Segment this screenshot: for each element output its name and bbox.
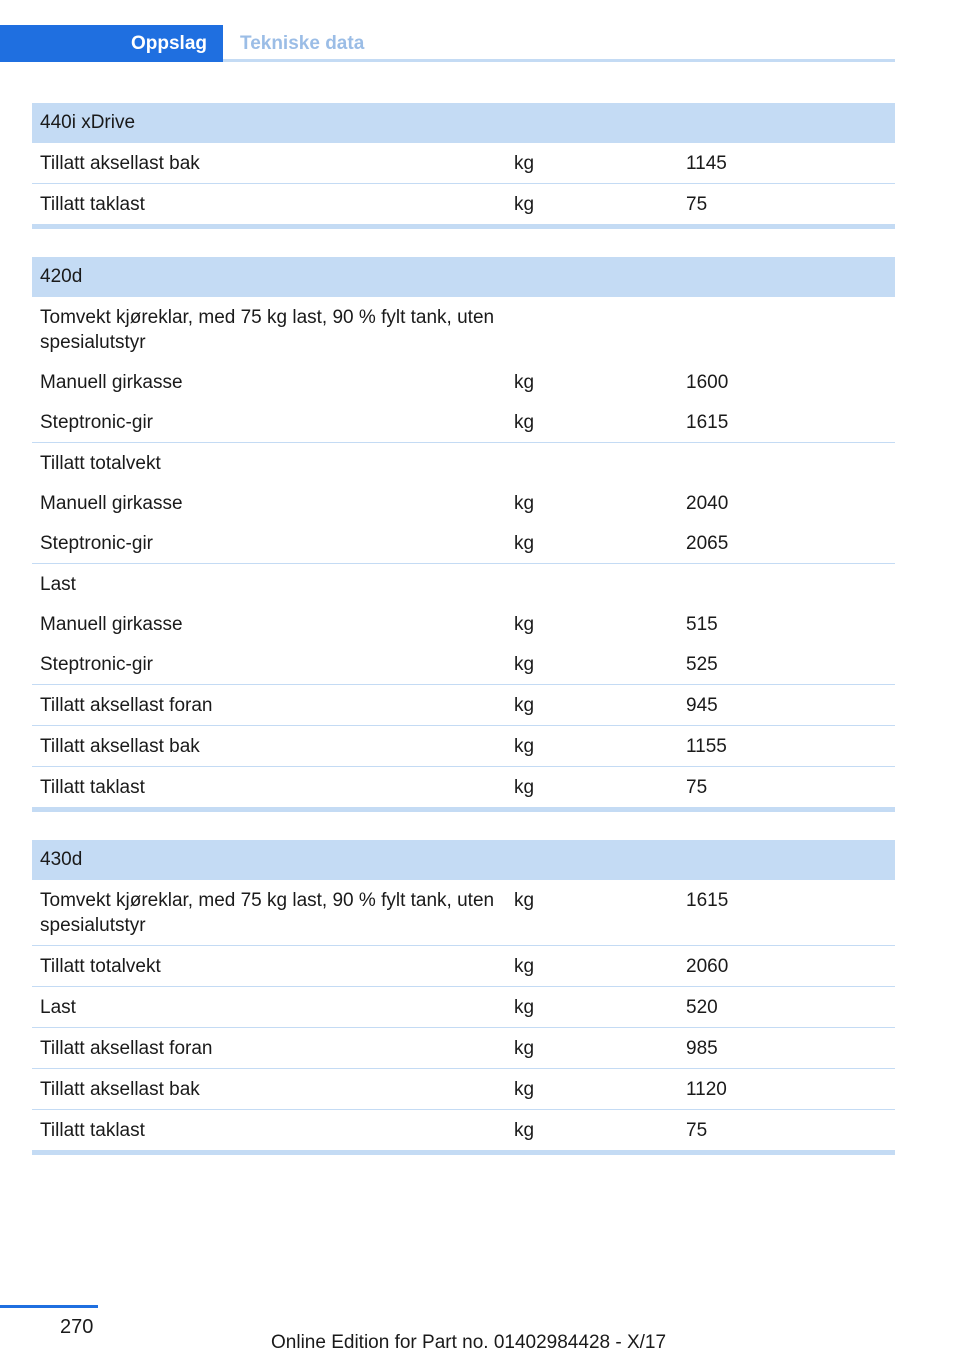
tab-oppslag-label: Oppslag (130, 32, 207, 54)
table-end-rule (32, 224, 895, 229)
table-row (32, 443, 895, 483)
table-title: 420d (32, 257, 895, 297)
row-value: 2065 (686, 533, 729, 554)
row-value: 515 (686, 614, 718, 635)
row-label: Tillatt taklast (40, 777, 145, 798)
row-unit: kg (514, 736, 535, 757)
row-label: Tomvekt kjøreklar, med 75 kg last, 90 % fylt tank, uten spesialutstyr (40, 307, 495, 353)
row-unit: kg (514, 956, 535, 977)
table-row (32, 1110, 895, 1150)
table-title: 430d (32, 840, 895, 880)
table-row (32, 604, 895, 644)
row-unit: kg (514, 1079, 535, 1100)
row-value: 1600 (686, 372, 729, 393)
row-unit: kg (514, 372, 535, 393)
row-label: Manuell girkasse (40, 614, 183, 635)
row-value: 1615 (686, 890, 729, 911)
table-row (32, 685, 895, 726)
row-value (686, 297, 895, 362)
table-row (32, 483, 895, 523)
row-label: Tillatt totalvekt (40, 956, 161, 977)
row-unit (514, 564, 686, 604)
table-row (32, 880, 895, 946)
table-row (32, 946, 895, 987)
row-unit: kg (514, 1038, 535, 1059)
row-unit: kg (514, 194, 535, 215)
row-value: 1145 (686, 153, 727, 174)
header-divider (223, 59, 895, 62)
row-label: Tillatt totalvekt (40, 453, 161, 474)
spec-table (32, 103, 895, 229)
row-value: 2060 (686, 956, 729, 977)
row-unit: kg (514, 493, 535, 514)
row-unit: kg (514, 695, 535, 716)
page-header (0, 25, 895, 62)
spec-table (32, 840, 895, 1155)
row-label: Tillatt aksellast bak (40, 1079, 200, 1100)
row-label: Steptronic-gir (40, 654, 153, 675)
row-value: 1120 (686, 1079, 727, 1100)
page-number: 270 (60, 1316, 94, 1338)
row-value: 525 (686, 654, 718, 675)
row-label: Last (40, 574, 76, 595)
row-label: Tillatt aksellast foran (40, 695, 213, 716)
spec-table (32, 257, 895, 812)
row-value: 75 (686, 1120, 708, 1141)
row-label: Manuell girkasse (40, 493, 183, 514)
row-value: 2040 (686, 493, 729, 514)
table-title: 440i xDrive (32, 103, 895, 143)
row-label: Tomvekt kjøreklar, med 75 kg last, 90 % fylt tank, uten spesialutstyr (40, 890, 495, 936)
row-label: Last (40, 997, 76, 1018)
footer-divider (0, 1305, 98, 1308)
row-label: Steptronic-gir (40, 412, 153, 433)
row-label: Tillatt taklast (40, 1120, 145, 1141)
row-label: Steptronic-gir (40, 533, 153, 554)
row-value: 1155 (686, 736, 727, 757)
tab-tekniske-data[interactable] (240, 25, 364, 62)
table-row (32, 402, 895, 443)
row-unit: kg (514, 614, 535, 635)
row-value: 985 (686, 1038, 718, 1059)
table-row (32, 644, 895, 685)
row-value: 75 (686, 777, 708, 798)
spec-tables (32, 103, 895, 1183)
row-unit (514, 443, 686, 483)
tab-oppslag[interactable] (0, 25, 223, 62)
row-label: Tillatt taklast (40, 194, 145, 215)
tab-tekniske-data-label: Tekniske data (240, 33, 365, 54)
table-row (32, 362, 895, 402)
row-unit: kg (514, 777, 535, 798)
row-value: 75 (686, 194, 708, 215)
table-row (32, 143, 895, 184)
row-label: Tillatt aksellast bak (40, 736, 200, 757)
row-value (686, 443, 895, 483)
table-row (32, 1028, 895, 1069)
row-value: 520 (686, 997, 718, 1018)
table-row (32, 726, 895, 767)
table-row (32, 987, 895, 1028)
table-row (32, 184, 895, 224)
row-unit: kg (514, 890, 535, 911)
row-value (686, 564, 895, 604)
row-unit: kg (514, 1120, 535, 1141)
row-unit: kg (514, 153, 535, 174)
edition-note: Online Edition for Part no. 01402984428 - X/17 (271, 1332, 667, 1353)
row-label: Tillatt aksellast bak (40, 153, 200, 174)
table-row (32, 1069, 895, 1110)
row-value: 945 (686, 695, 718, 716)
table-row (32, 564, 895, 604)
row-value: 1615 (686, 412, 729, 433)
table-end-rule (32, 1150, 895, 1155)
table-row (32, 297, 895, 362)
row-unit (514, 297, 686, 362)
row-unit: kg (514, 533, 535, 554)
table-end-rule (32, 807, 895, 812)
row-label: Manuell girkasse (40, 372, 183, 393)
table-row (32, 523, 895, 564)
row-unit: kg (514, 997, 535, 1018)
table-row (32, 767, 895, 807)
row-unit: kg (514, 654, 535, 675)
row-unit: kg (514, 412, 535, 433)
row-label: Tillatt aksellast foran (40, 1038, 213, 1059)
